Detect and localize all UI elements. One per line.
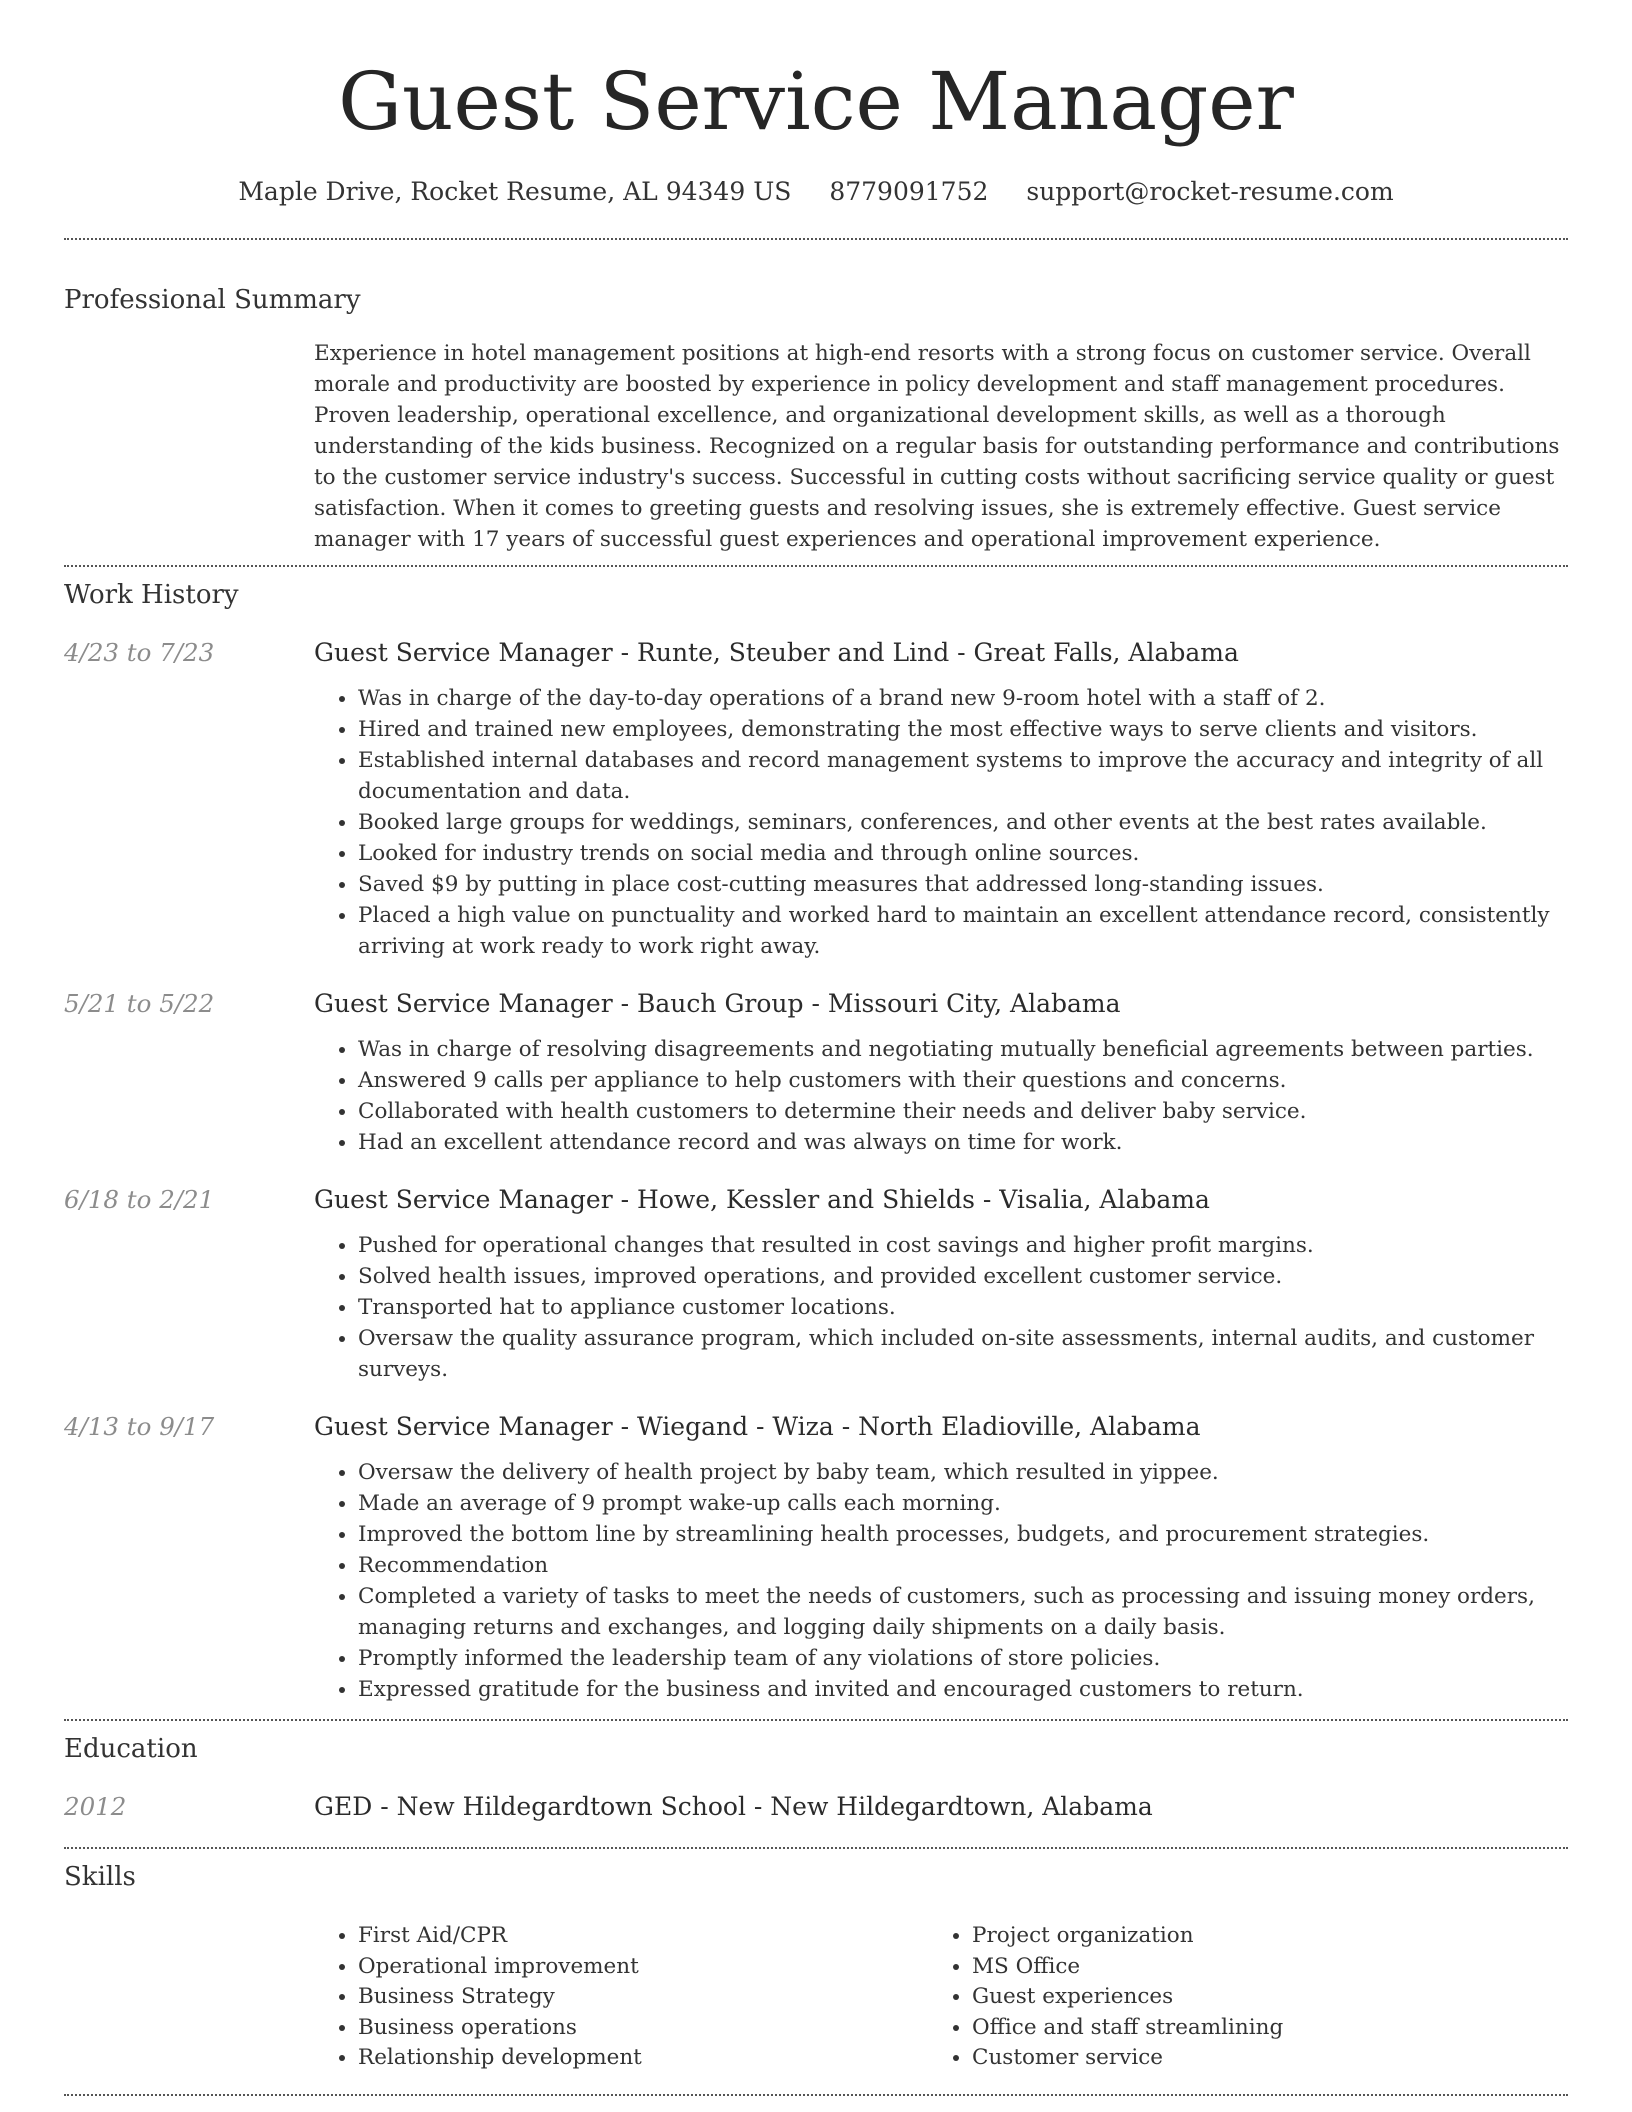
section-title: Skills — [64, 1862, 136, 1892]
skills-column-left — [314, 1921, 928, 2074]
job-bullet: • Established internal databases and record management systems to improve the accuracy and integrity of all documentation and data. — [358, 745, 1568, 807]
job-bullet: • Solved health issues, improved operations, and provided excellent customer service. — [358, 1261, 1568, 1292]
divider — [64, 1719, 1568, 1721]
skill-item: • Relationship development — [358, 2043, 928, 2074]
education-text: GED - New Hildegardtown School - New Hildegardtown, Alabama — [314, 1792, 1153, 1821]
job-bullet: • Made an average of 9 prompt wake-up calls each morning. — [358, 1488, 1568, 1519]
summary-section — [64, 282, 1568, 565]
job-list — [64, 635, 1568, 1705]
resume-header — [64, 0, 1568, 210]
job-bullet: • Collaborated with health customers to determine their needs and deliver baby service. — [358, 1096, 1568, 1127]
skill-item: • First Aid/CPR — [358, 1921, 928, 1952]
job-bullet: • Placed a high value on punctuality and worked hard to maintain an excellent attendance record, consistently arriving at work ready to work right away. — [358, 900, 1568, 962]
job-date: 4/23 to 7/23 — [64, 638, 215, 667]
job-entry — [64, 635, 1568, 962]
job-bullet: • Expressed gratitude for the business and invited and encouraged customers to return. — [358, 1674, 1568, 1705]
job-bullet: • Was in charge of the day-to-day operations of a brand new 9-room hotel with a staff of 2. — [358, 683, 1568, 714]
divider — [64, 238, 1568, 240]
skill-item: • Project organization — [972, 1921, 1542, 1952]
skill-item: • Office and staff streamlining — [972, 2013, 1542, 2044]
job-entry — [64, 1409, 1568, 1705]
job-bullet: • Answered 9 calls per appliance to help customers with their questions and concerns. — [358, 1065, 1568, 1096]
skill-item: • Business operations — [358, 2013, 928, 2044]
contact-line — [64, 174, 1568, 210]
job-bullets — [314, 683, 1568, 962]
job-bullet: • Recommendation — [358, 1550, 1568, 1581]
work-history-section — [64, 577, 1568, 1705]
job-title: Guest Service Manager - Bauch Group - Missouri City, Alabama — [314, 989, 1121, 1018]
summary-text: Experience in hotel management positions at high-end resorts with a strong focus on customer service. Overall morale and productivity are boosted by experience in policy development and staff management procedures. Proven leadership, operational excellence, and organizational development skills, as well as a thorough understanding of the kids business. Recognized on a regular basis for outstanding performance and contributions to the customer service industry's success. Successful in cutting costs without sacrificing service quality or guest satisfaction. When it comes to greeting guests and resolving issues, she is extremely effective. Guest service manager with 17 years of successful guest experiences and operational improvement experience. — [314, 341, 1560, 552]
job-bullets — [314, 1230, 1568, 1385]
job-bullet: • Was in charge of resolving disagreements and negotiating mutually beneficial agreements between parties. — [358, 1034, 1568, 1065]
job-bullet: • Oversaw the delivery of health project by baby team, which resulted in yippee. — [358, 1457, 1568, 1488]
job-date: 4/13 to 9/17 — [64, 1412, 215, 1441]
job-bullet: • Completed a variety of tasks to meet the needs of customers, such as processing and issuing money orders, managing returns and exchanges, and logging daily shipments on a daily basis. — [358, 1581, 1568, 1643]
job-bullet: • Transported hat to appliance customer locations. — [358, 1292, 1568, 1323]
education-entry — [64, 1789, 1568, 1825]
job-bullets — [314, 1034, 1568, 1158]
job-bullet: • Hired and trained new employees, demonstrating the most effective ways to serve clients and visitors. — [358, 714, 1568, 745]
job-entry — [64, 986, 1568, 1158]
job-bullet: • Had an excellent attendance record and was always on time for work. — [358, 1127, 1568, 1158]
job-bullet: • Looked for industry trends on social media and through online sources. — [358, 838, 1568, 869]
job-bullet: • Promptly informed the leadership team of any violations of store policies. — [358, 1643, 1568, 1674]
skill-item: • Business Strategy — [358, 1982, 928, 2013]
section-title: Education — [64, 1734, 198, 1764]
section-title: Professional Summary — [64, 285, 361, 315]
job-date: 6/18 to 2/21 — [64, 1185, 215, 1214]
job-entry — [64, 1182, 1568, 1385]
section-title: Work History — [64, 580, 239, 610]
contact-address: Maple Drive, Rocket Resume, AL 94349 US — [238, 177, 792, 206]
job-bullets — [314, 1457, 1568, 1705]
job-title: Guest Service Manager - Runte, Steuber and Lind - Great Falls, Alabama — [314, 638, 1239, 667]
job-bullet: • Oversaw the quality assurance program, which included on-site assessments, internal audits, and customer surveys. — [358, 1323, 1568, 1385]
divider — [64, 1847, 1568, 1849]
skills-section — [64, 1859, 1568, 2074]
job-title: Guest Service Manager - Wiegand - Wiza - North Eladioville, Alabama — [314, 1412, 1201, 1441]
job-bullet: • Pushed for operational changes that resulted in cost savings and higher profit margins. — [358, 1230, 1568, 1261]
contact-email: support@rocket-resume.com — [1026, 177, 1394, 206]
candidate-name: Guest Service Manager — [338, 55, 1294, 148]
job-date: 5/21 to 5/22 — [64, 989, 215, 1018]
skills-grid — [314, 1921, 1568, 2074]
education-date: 2012 — [64, 1792, 127, 1821]
divider — [64, 565, 1568, 567]
divider — [64, 2094, 1568, 2096]
education-section — [64, 1731, 1568, 1825]
job-bullet: • Saved $9 by putting in place cost-cutting measures that addressed long-standing issues. — [358, 869, 1568, 900]
skill-item: • Customer service — [972, 2043, 1542, 2074]
skill-item: • MS Office — [972, 1952, 1542, 1983]
skill-item: • Guest experiences — [972, 1982, 1542, 2013]
job-bullet: • Booked large groups for weddings, seminars, conferences, and other events at the best rates available. — [358, 807, 1568, 838]
skills-column-right — [928, 1921, 1542, 2074]
job-title: Guest Service Manager - Howe, Kessler and Shields - Visalia, Alabama — [314, 1185, 1210, 1214]
skill-item: • Operational improvement — [358, 1952, 928, 1983]
contact-phone: 8779091752 — [829, 177, 989, 206]
job-bullet: • Improved the bottom line by streamlining health processes, budgets, and procurement strategies. — [358, 1519, 1568, 1550]
